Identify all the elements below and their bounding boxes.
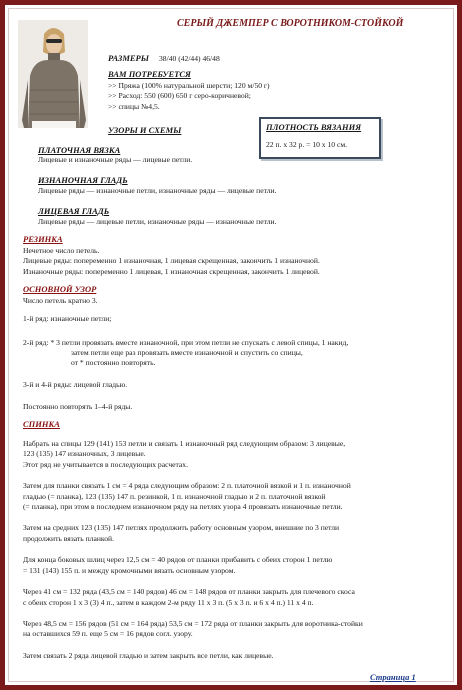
back-line: Для конца боковых шлиц через 12,5 см = 40 рядов от планки прибавить с обеих сторон 1 петлю (23, 555, 333, 564)
garter-text: Лицевые и изнаночные ряды — лицевые петли. (38, 155, 193, 164)
back-line: Затем для планки связать 1 см = 4 ряда следующим образом: 2 п. платочной вязкой и 1 п. изнаночной (23, 481, 351, 490)
back-line: с обеих сторон 1 х 3 (3) 4 п., затем в каждом 2-м ряду 11 х 3 п. (5 х 3 п. и 6 х 4 п.) 11 х 4 п. (23, 598, 314, 607)
page-title: СЕРЫЙ ДЖЕМПЕР С ВОРОТНИКОМ-СТОЙКОЙ (177, 18, 404, 29)
back-line: Набрать на спицы 129 (141) 153 петли и связать 1 изнаночный ряд следующим образом: 3 лицевые, (23, 439, 346, 448)
back-line: 123 (135) 147 изнаночных, 3 лицевые. (23, 449, 146, 458)
patterns-heading: УЗОРЫ И СХЕМЫ (108, 125, 182, 135)
rib-heading: РЕЗИНКА (23, 234, 63, 244)
rib-line: Нечетное число петель. (23, 246, 100, 255)
back-heading: СПИНКА (23, 419, 60, 429)
main-pattern-line: затем петли еще раз провязать вместе изнаночной и спустить со спицы, (71, 348, 303, 357)
sizes-label: РАЗМЕРЫ (108, 53, 149, 63)
main-pattern-line: Постоянно повторять 1–4-й ряды. (23, 402, 133, 411)
back-line: гладью (= планка), 123 (135) 147 п. резинкой, 1 п. изнаночной гладью и 2 п. платочной вязкой (23, 492, 326, 501)
sizes-row (108, 48, 220, 66)
main-pattern-line: 2-й ряд: * 3 петли провязать вместе изнаночной, при этом петли не спускать с левой спицы, 1 накид, (23, 338, 349, 347)
rib-line: Лицевые ряды: попеременно 1 изнаночная, 1 лицевая скрещенная, закончить 1 изнаночной. (23, 256, 320, 265)
back-line: продолжить вязать планкой. (23, 534, 114, 543)
back-line: (= планка), при этом в последнем изнаночном ряду на петлях узора 4 провязать изнаночные петли. (23, 502, 343, 511)
back-line: Этот ряд не учитывается в последующих расчетах. (23, 460, 188, 469)
sizes-value: 38/40 (42/44) 46/48 (159, 54, 220, 63)
page-number: Страница 1 (370, 672, 416, 682)
sweater-photo (18, 20, 88, 128)
materials-item: >> Пряжа (100% натуральной шерсти; 120 м/50 г) (108, 81, 270, 90)
back-line: = 131 (143) 155 п. и между кромочными вязать основным узором. (23, 566, 236, 575)
main-pattern-heading: ОСНОВНОЙ УЗОР (23, 284, 97, 294)
rib-line: Изнаночные ряды: попеременно 1 лицевая, 1 изнаночная скрещенная, закончить 1 лицевой. (23, 267, 320, 276)
main-pattern-line: Число петель кратно 3. (23, 296, 98, 305)
density-value: 22 п. х 32 р. = 10 х 10 см. (266, 140, 348, 149)
back-line: Затем связать 2 ряда лицевой гладью и затем закрыть все петли, как лицевые. (23, 651, 274, 660)
back-line: Через 41 см = 132 ряда (43,5 см = 140 рядов) 46 см = 148 рядов от планки закрыть для плечевого скоса (23, 587, 355, 596)
main-pattern-line: от * постоянно повторять. (71, 358, 156, 367)
reverse-text: Лицевые ряды — изнаночные петли, изнаночные ряды — лицевые петли. (38, 186, 277, 195)
garter-heading: ПЛАТОЧНАЯ ВЯЗКА (38, 145, 121, 155)
stockinette-text: Лицевые ряды — лицевые петли, изнаночные ряды — изнаночные петли. (38, 217, 277, 226)
sweater-photo-icon (18, 20, 88, 128)
density-box (259, 117, 381, 159)
back-line: Через 48,5 см = 156 рядов (51 см = 164 ряда) 53,5 см = 172 ряда от планки закрыть для воротника-стойки (23, 619, 363, 628)
main-pattern-line: 1-й ряд: изнаночные петли; (23, 314, 112, 323)
materials-item: >> спицы №4,5. (108, 102, 160, 111)
density-heading: ПЛОТНОСТЬ ВЯЗАНИЯ (266, 122, 362, 132)
back-line: на оставшихся 59 п. еще 5 см = 16 рядов согл. узору. (23, 629, 193, 638)
main-pattern-line: 3-й и 4-й ряды: лицевой гладью. (23, 380, 128, 389)
reverse-heading: ИЗНАНОЧНАЯ ГЛАДЬ (38, 175, 128, 185)
materials-heading: ВАМ ПОТРЕБУЕТСЯ (108, 69, 191, 79)
back-line: Затем на средних 123 (135) 147 петлях продолжить работу основным узором, внешние по 3 петли (23, 523, 340, 532)
stockinette-heading: ЛИЦЕВАЯ ГЛАДЬ (38, 206, 110, 216)
materials-item: >> Расход: 550 (600) 650 г серо-коричневой; (108, 91, 251, 100)
